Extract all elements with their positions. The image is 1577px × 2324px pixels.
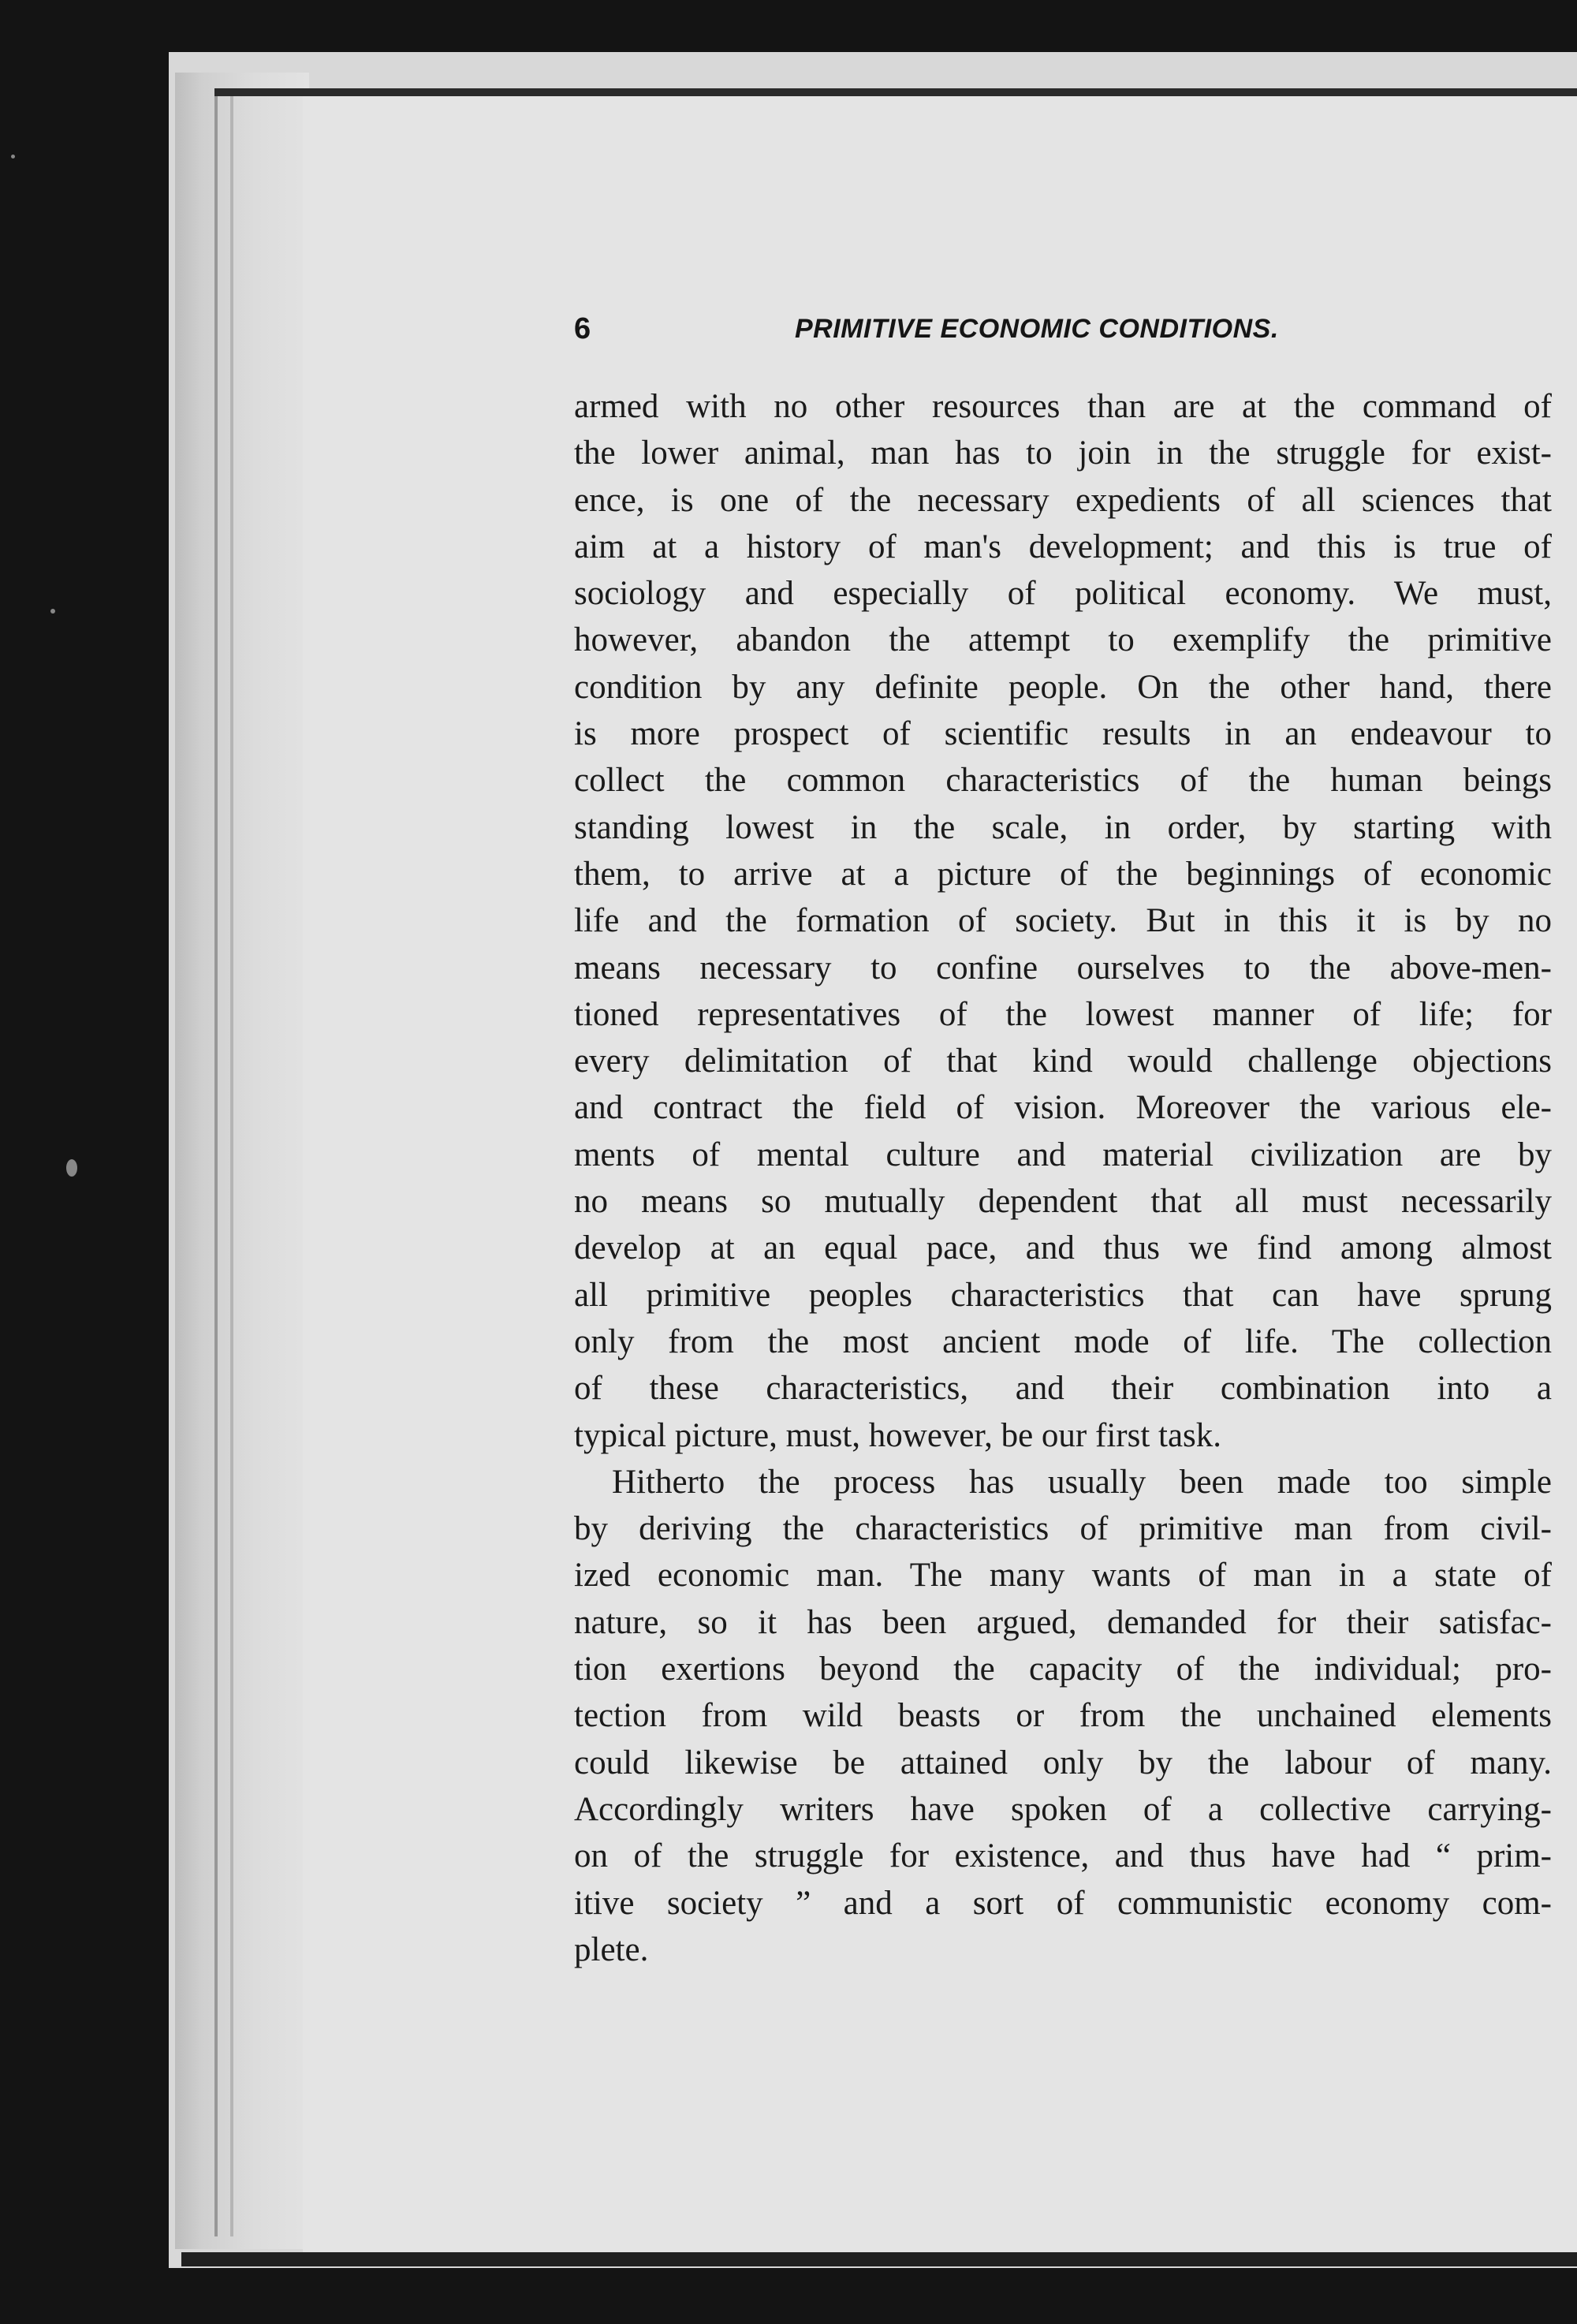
text-line: them, to arrive at a picture of the beginnings of economic <box>574 855 1552 893</box>
scan-speck <box>11 155 15 159</box>
text-line: only from the most ancient mode of life. The collection <box>574 1322 1552 1360</box>
paragraph-2 <box>574 1459 1552 1973</box>
running-head: PRIMITIVE ECONOMIC CONDITIONS. <box>795 314 1279 344</box>
text-line: of these characteristics, and their combination into a <box>574 1370 1552 1408</box>
text-line: life and the formation of society. But in this it is by no <box>574 902 1552 940</box>
text-line: armed with no other resources than are at the command of <box>574 388 1552 425</box>
text-line: however, abandon the attempt to exemplify the primitive <box>574 621 1552 659</box>
text-line: ized economic man. The many wants of man in a state of <box>574 1557 1552 1595</box>
text-line: every delimitation of that kind would challenge objections <box>574 1043 1552 1080</box>
scan-speck <box>50 609 55 614</box>
text-line: standing lowest in the scale, in order, by starting with <box>574 808 1552 846</box>
text-line: no means so mutually dependent that all must necessarily <box>574 1183 1552 1221</box>
scan-speck <box>66 1159 77 1177</box>
page-edge-line <box>230 91 233 2236</box>
text-line: tioned representatives of the lowest manner of life; for <box>574 995 1552 1033</box>
text-line: aim at a history of man's development; and this is true of <box>574 528 1552 565</box>
text-line: the lower animal, man has to join in the struggle for exist- <box>574 435 1552 472</box>
text-line: nature, so it has been argued, demanded for their satisfac- <box>574 1603 1552 1641</box>
text-line: collect the common characteristics of the human beings <box>574 762 1552 800</box>
text-line: on of the struggle for existence, and thus have had “ prim- <box>574 1837 1552 1875</box>
paragraph-1 <box>574 383 1552 1459</box>
page-bottom-edge-shadow <box>181 2252 1577 2266</box>
text-line: sociology and especially of political economy. We must, <box>574 575 1552 613</box>
page-edge-line <box>214 91 218 2236</box>
page-header <box>574 312 1560 356</box>
page-top-edge-shadow <box>214 88 1577 96</box>
text-line: ence, is one of the necessary expedients of all sciences that <box>574 481 1552 519</box>
text-line: itive society ” and a sort of communistic economy com- <box>574 1884 1552 1922</box>
text-line: condition by any definite people. On the other hand, there <box>574 668 1552 706</box>
text-line: could likewise be attained only by the labour of many. <box>574 1744 1552 1781</box>
text-line: Accordingly writers have spoken of a collective carrying- <box>574 1790 1552 1828</box>
text-line: ments of mental culture and material civilization are by <box>574 1136 1552 1173</box>
page-gutter-edge <box>175 73 309 2249</box>
text-line: tection from wild beasts or from the unchained elements <box>574 1697 1552 1735</box>
text-line: plete. <box>574 1930 649 1968</box>
text-line: and contract the field of vision. Moreover the various ele- <box>574 1089 1552 1127</box>
text-line: is more prospect of scientific results in an endeavour to <box>574 715 1552 753</box>
text-line: typical picture, must, however, be our first task. <box>574 1416 1222 1454</box>
page-body <box>574 383 1552 1973</box>
page-number: 6 <box>574 312 591 345</box>
text-line: develop at an equal pace, and thus we find among almost <box>574 1229 1552 1267</box>
text-line: by deriving the characteristics of primitive man from civil- <box>574 1510 1552 1548</box>
text-line: means necessary to confine ourselves to the above-men- <box>574 949 1552 987</box>
text-line: all primitive peoples characteristics that can have sprung <box>574 1276 1552 1314</box>
text-line: tion exertions beyond the capacity of the individual; pro- <box>574 1651 1552 1688</box>
text-line: Hitherto the process has usually been made too simple <box>612 1463 1552 1501</box>
